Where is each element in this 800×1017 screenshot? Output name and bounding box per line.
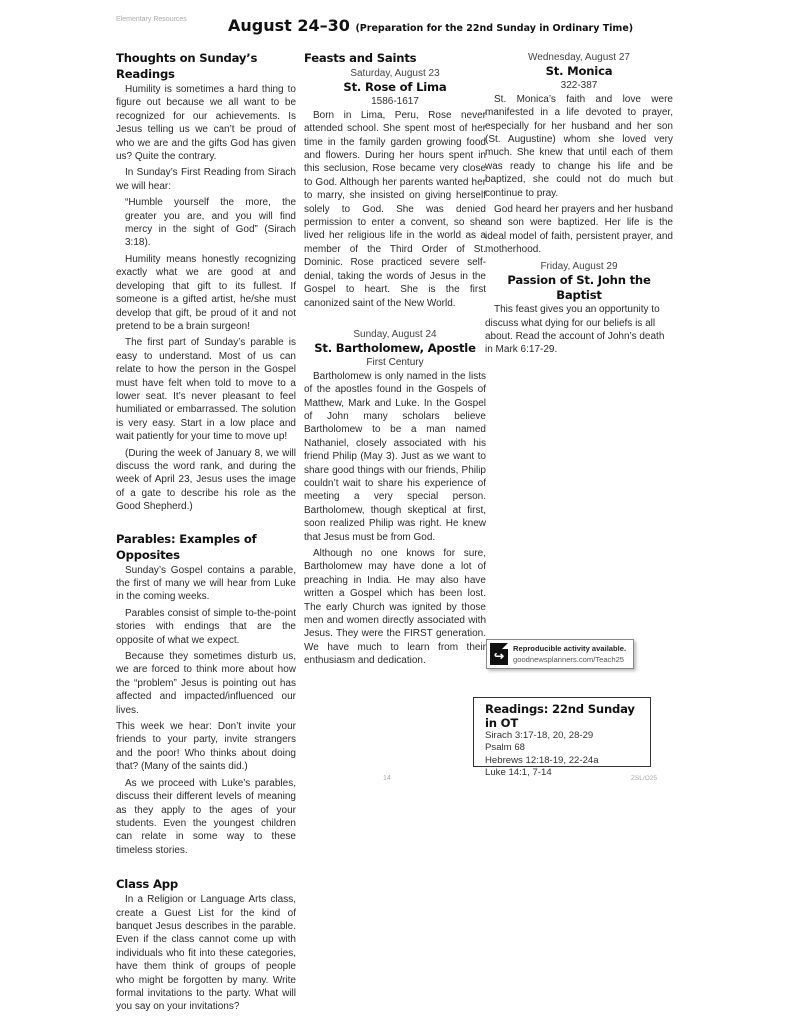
title-subtitle: (Preparation for the 22nd Sunday in Ordinary Time) [355, 23, 634, 34]
paragraph: Although no one knows for sure, Bartholomew may have done a lot of preaching in India. He may also have written a Gospel which has been lost. The early Church was ignited by those men and women directly associated with Jesus. They were the FIRST generation. We have much to learn from their enthusiasm and dedication. [304, 548, 486, 667]
saint-years: 322-387 [560, 80, 598, 92]
paragraph: Humility means honestly recognizing exactly what we are good at and developing that gift to its fullest. If someone is a gifted artist, he/she must develop that gift, be proud of it and not pretend to be a brain surgeon! [116, 253, 296, 332]
reproducible-link[interactable]: goodnewsplanners.com/Teach25 [513, 655, 625, 664]
reading-item: Luke 14:1, 7-14 [485, 766, 552, 778]
paragraph: Bartholomew is only named in the lists of the apostles found in the Gospels of Matthew, Mark and Luke. In the Gospel of John many scholars believe Bartholomew to be a man named Nathaniel, closely associated with his friend Philip (May 3). Just as we want to share good things with our friends, Philip couldn’t wait to share his experience of meeting a very special person. Bartholomew, though skeptical at first, soon realized Philip was right. He knew that Jesus must be from God. [304, 370, 486, 543]
reading-item: Hebrews 12:18-19, 22-24a [485, 754, 599, 766]
reading-item: Psalm 68 [485, 742, 525, 754]
readings-box [473, 697, 651, 778]
readings-heading: Readings: 22nd Sunday in OT [485, 702, 635, 730]
handout-arrow-icon: ↪ [490, 643, 508, 665]
saint-name: Passion of St. John the Baptist [507, 273, 651, 303]
saint-name: St. Monica [545, 64, 613, 79]
paragraph: Born in Lima, Peru, Rose never attended school. She spent most of her time in the family garden growing food and flowers. During her hours spent in this seclusion, Rose became very close to God. Although her parents wanted her to marry, she insisted on giving herself solely to God. She was denied permission to enter a convent, so she lived her religious life in the world as a member of the Third Order of St. Dominic. Rose practiced severe self-denial, taking the words of Jesus in the Gospel to heart. She is the first canonized saint of the New World. [304, 109, 486, 309]
middle-column [304, 50, 486, 671]
paragraph: Because they sometimes disturb us, we are forced to think more about how the “problem” Jesus is pointing out has affected and impacted/influenced our lives. [116, 651, 296, 716]
reading-item: Sirach 3:17-18, 20, 28-29 [485, 730, 594, 741]
left-column [116, 50, 296, 1017]
class-app-heading: Class App [116, 877, 178, 892]
paragraph: This week we hear: Don’t invite your friends to your party, invite strangers and the poor! Who thinks about doing that? (Many of the saints did.) [116, 721, 296, 773]
paragraph: The first part of Sunday’s parable is easy to understand. Most of us can relate to how the person in the Gospel must have felt when told to move to a lower seat. It’s never pleasant to feel humiliated or embarrassed. The solution is very easy. Start in a low place and wait patiently for your time to move up! [116, 337, 296, 443]
reproducible-label: Reproducible activity available. [513, 644, 627, 653]
parables-heading: Parables: Examples of Opposites [116, 531, 257, 562]
saint-name: St. Rose of Lima [343, 80, 447, 95]
feast-date: Saturday, August 23 [350, 68, 440, 79]
paragraph: This feast gives you an opportunity to discuss what dying for our beliefs is all about. Read the account of John’s death in Mark 6:17-29. [485, 304, 665, 356]
paragraph: In Sunday’s First Reading from Sirach we will hear: [116, 167, 296, 192]
saint-years: 1586-1617 [371, 96, 419, 108]
paragraph: Parables consist of simple to-the-point stories with endings that are the opposite of what we expect. [116, 607, 296, 646]
paragraph: God heard her prayers and her husband and son were baptized. Her life is the ideal model of faith, persistent prayer, and motherhood. [485, 204, 673, 256]
page-title [228, 16, 633, 35]
paragraph: As we proceed with Luke’s parables, discuss their different levels of meaning as they apply to the ages of your students. Even the youngest children can relate in some way to these timeless stories. [116, 777, 296, 856]
feast-date: Sunday, August 24 [353, 328, 437, 340]
paragraph: Humility is sometimes a hard thing to figure out because we all want to be recognized for our achievements. Is Jesus telling us we can’t be proud of who we are and the gifts God has given us? Quite the contrary. [116, 84, 296, 163]
thoughts-heading: Thoughts on Sunday’s Readings [116, 51, 258, 81]
feasts-heading: Feasts and Saints [304, 51, 417, 65]
feast-date: Wednesday, August 27 [528, 52, 630, 63]
paragraph: Sunday’s Gospel contains a parable, the first of many we will hear from Luke in the coming weeks. [116, 564, 296, 603]
reproducible-activity-callout[interactable] [486, 639, 634, 669]
scripture-quote: “Humble yourself the more, the greater you are, and you will find mercy in the sight of God” (Sirach 3:18). [125, 197, 296, 249]
paragraph: (During the week of January 8, we will discuss the word rank, and during the week of April 23, Jesus uses the image of a gate to describe his role as the Good Shepherd.) [116, 447, 296, 513]
section-label: Elementary Resources [116, 16, 187, 23]
saint-years: First Century [366, 357, 424, 369]
paragraph: In a Religion or Language Arts class, create a Guest List for the kind of banquet Jesus describes in the parable. Even if the class cannot come up with individuals who fit into these categories, have them think of groups of people who might be forgotten by many. Write formal invitations to the party. What will you say on your invitations? [116, 894, 296, 1013]
page-number: 14 [383, 775, 391, 782]
feast-date: Friday, August 29 [540, 260, 618, 272]
document-code: ZSL/O25 [631, 775, 658, 782]
right-column [485, 50, 673, 360]
title-dates: August 24–30 [228, 16, 350, 35]
saint-name: St. Bartholomew, Apostle [314, 341, 476, 356]
paragraph: St. Monica’s faith and love were manifested in a life devoted to prayer, especially for her husband and her son (St. Augustine) whom she loved very much. She knew that until each of them was ready to change his life and be baptized, she could not do much but continue to pray. [485, 93, 673, 199]
